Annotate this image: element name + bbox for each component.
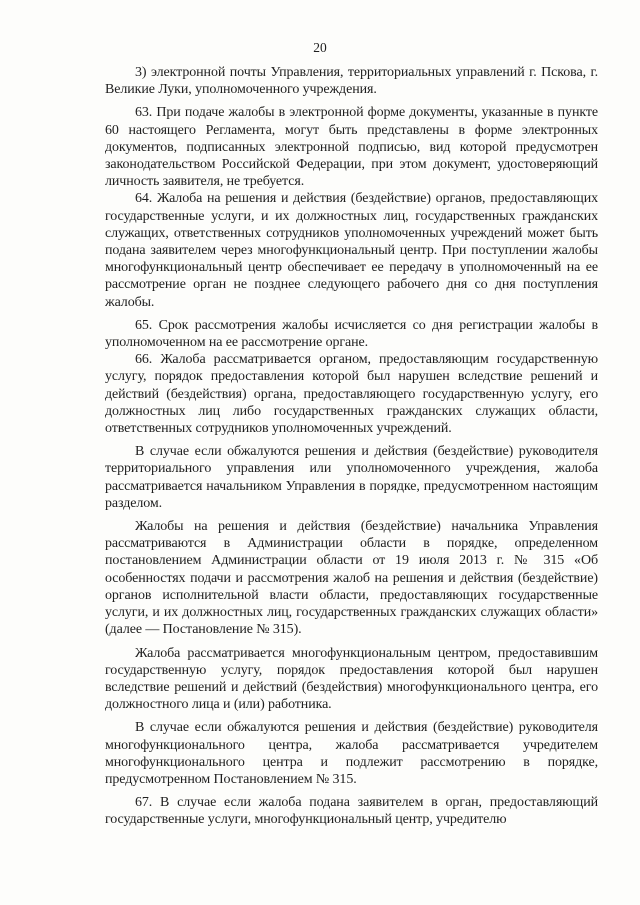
- paragraph-64: 64. Жалоба на решения и действия (бездействие) органов, предоставляющих государственные услуги, и их должностных лиц, государственных гражданских служащих, ответственных сотрудников уполномоченных учреждений может быть подана заявителем через многофункциональный центр. При поступлении жалобы многофункциональный центр обеспечивает ее передачу в уполномоченный на ее рассмотрение орган не позднее следующего рабочего дня со дня поступления жалобы.: [105, 191, 598, 310]
- paragraph-item-3-email: 3) электронной почты Управления, территориальных управлений г. Пскова, г. Великие Луки, уполномоченного учреждения.: [105, 65, 598, 98]
- paragraph-63: 63. При подаче жалобы в электронной форме документы, указанные в пункте 60 настоящего Регламента, могут быть представлены в форме электронных документов, подписанных электронной подписью, вид которой предусмотрен законодательством Российской Федерации, при этом документ, удостоверяющий личность заявителя, не требуется.: [105, 105, 598, 190]
- document-body: [105, 64, 598, 829]
- paragraph-66-mfc: Жалоба рассматривается многофункциональным центром, предоставившим государственную услугу, порядок предоставления которой был нарушен вследствие решений и действий (бездействия) многофункционального центра, его должностного лица и (или) работника.: [105, 645, 598, 713]
- paragraph-65: 65. Срок рассмотрения жалобы исчисляется со дня регистрации жалобы в уполномоченном на ее рассмотрение органе.: [105, 317, 598, 351]
- paragraph-66-territorial-heads: В случае если обжалуются решения и действия (бездействие) руководителя территориального управления или уполномоченного учреждения, жалоба рассматривается начальником Управления в порядке, предусмотренном настоящим разделом.: [105, 444, 598, 511]
- page-number: 20: [313, 40, 327, 55]
- paragraph-66-department-head: Жалобы на решения и действия (бездействие) начальника Управления рассматриваются в Администрации области в порядке, определенном постановлением Администрации области от 19 июля 2013 г. № 315 «Об особенностях подачи и рассмотрения жалоб на решения и действия (бездействие) органов исполнительной власти области, предоставляющих государственные услуги, и их должностных лиц, государственных гражданских служащих области» (далее — Постановление № 315).: [105, 519, 598, 638]
- paragraph-67: 67. В случае если жалоба подана заявителем в орган, предоставляющий государственные услуги, многофункциональный центр, учредителю: [105, 795, 598, 828]
- paragraph-66: 66. Жалоба рассматривается органом, предоставляющим государственную услугу, порядок предоставления которой был нарушен вследствие решений и действий (бездействия) органа, предоставляющего государственную услугу, его должностных лиц либо государственных гражданских служащих области, ответственных сотрудников уполномоченных учреждений.: [105, 352, 598, 437]
- paragraph-66-mfc-head: В случае если обжалуются решения и действия (бездействие) руководителя многофункционального центра, жалоба рассматривается учредителем многофункционального центра и подлежит рассмотрению в порядке, предусмотренном Постановлением № 315.: [105, 720, 598, 787]
